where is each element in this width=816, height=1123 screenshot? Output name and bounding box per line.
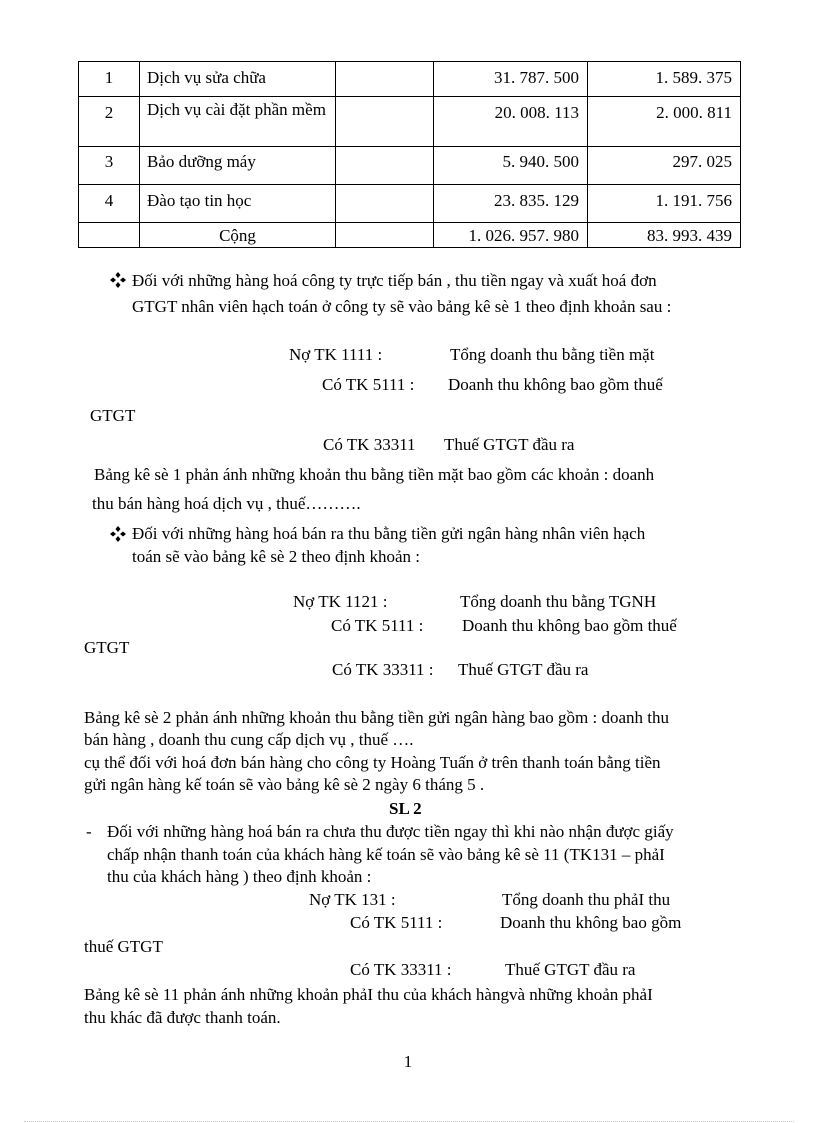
section2-bullet-line1: Đối với những hàng hoá bán ra thu bằng tiền gửi ngân hàng nhân viên hạch: [132, 524, 646, 543]
section2-summary-line1: Bảng kê sè 2 phản ánh những khoản thu bằng tiền gửi ngân hàng bao gồm : doanh thu: [84, 708, 669, 727]
section1-bullet-line2: GTGT nhân viên hạch toán ở công ty sẽ vào bảng kê sè 1 theo định khoản sau :: [132, 297, 672, 316]
section3-credit2-desc: Thuế GTGT đầu ra: [505, 960, 636, 979]
section1-summary-line2: thu bán hàng hoá dịch vụ , thuế……….: [92, 494, 361, 513]
diamond-bullet-icon: [110, 526, 126, 542]
section3-summary-line2: thu khác đã được thanh toán.: [84, 1008, 281, 1027]
page-number: 1: [403, 1052, 413, 1071]
table-row: [79, 97, 741, 147]
section1-credit1-account: Có TK 5111 :: [322, 375, 415, 394]
section3-credit1-wrap: thuế GTGT: [84, 937, 163, 956]
section2-credit2-desc: Thuế GTGT đầu ra: [458, 660, 589, 679]
section3-debit-account: Nợ TK 131 :: [309, 890, 396, 909]
revenue-value: 20. 008. 113: [434, 97, 588, 147]
section2-credit1-wrap: GTGT: [84, 638, 130, 657]
table-total-row: [79, 223, 741, 248]
blank-cell: [336, 147, 434, 185]
revenue-table: [78, 61, 741, 248]
blank-cell: [336, 62, 434, 97]
section1-credit2-account: Có TK 33311: [323, 435, 416, 454]
section2-debit-account: Nợ TK 1121 :: [293, 592, 388, 611]
section3-line3: thu của khách hàng ) theo định khoản :: [107, 867, 372, 886]
sl2-heading: SL 2: [389, 799, 422, 818]
row-number: 1: [79, 62, 140, 97]
row-number: 3: [79, 147, 140, 185]
section3-credit1-desc: Doanh thu không bao gồm: [500, 913, 682, 932]
diamond-bullet-icon: [110, 272, 126, 288]
section1-credit2-desc: Thuế GTGT đầu ra: [444, 435, 575, 454]
page-bottom-divider: [24, 1121, 794, 1122]
blank-cell: [336, 185, 434, 223]
tax-value: 297. 025: [588, 147, 741, 185]
section3-debit-desc: Tổng doanh thu phảI thu: [502, 890, 671, 909]
section1-bullet-line1: Đối với những hàng hoá công ty trực tiếp bán , thu tiền ngay và xuất hoá đơn: [132, 271, 657, 290]
total-blank-cell: [79, 223, 140, 248]
section2-credit2-account: Có TK 33311 :: [332, 660, 434, 679]
service-name: Bảo dưỡng máy: [140, 147, 336, 185]
section2-summary-line4: gửi ngân hàng kế toán sẽ vào bảng kê sè 2 ngày 6 tháng 5 .: [84, 775, 485, 794]
service-name: Đào tạo tin học: [140, 185, 336, 223]
section2-bullet-line2: toán sẽ vào bảng kê sè 2 theo định khoản :: [132, 547, 420, 566]
section1-debit-desc: Tổng doanh thu bằng tiền mặt: [450, 345, 655, 364]
tax-value: 2. 000. 811: [588, 97, 741, 147]
row-number: 4: [79, 185, 140, 223]
section3-line2: chấp nhận thanh toán của khách hàng kế toán sẽ vào bảng kê sè 11 (TK131 – phảI: [107, 845, 665, 864]
tax-value: 1. 589. 375: [588, 62, 741, 97]
section2-credit1-desc: Doanh thu không bao gồm thuế: [462, 616, 677, 635]
section3-credit1-account: Có TK 5111 :: [350, 913, 443, 932]
section3-dash: -: [86, 822, 92, 841]
section3-line1: Đối với những hàng hoá bán ra chưa thu được tiền ngay thì khi nào nhận được giấy: [107, 822, 674, 841]
section2-credit1-account: Có TK 5111 :: [331, 616, 424, 635]
table-row: [79, 185, 741, 223]
service-name: Dịch vụ cài đặt phần mềm: [140, 97, 336, 147]
total-tax: 83. 993. 439: [588, 223, 741, 248]
table-row: [79, 147, 741, 185]
section2-summary-line3: cụ thể đối với hoá đơn bán hàng cho công ty Hoàng Tuấn ở trên thanh toán bằng tiền: [84, 753, 661, 772]
revenue-value: 23. 835. 129: [434, 185, 588, 223]
section3-credit2-account: Có TK 33311 :: [350, 960, 452, 979]
section1-summary-line1: Bảng kê sè 1 phản ánh những khoản thu bằng tiền mặt bao gồm các khoản : doanh: [94, 465, 655, 484]
total-blank-cell: [336, 223, 434, 248]
total-label: Cộng: [140, 223, 336, 248]
total-revenue: 1. 026. 957. 980: [434, 223, 588, 248]
blank-cell: [336, 97, 434, 147]
revenue-value: 31. 787. 500: [434, 62, 588, 97]
table-row: [79, 62, 741, 97]
section2-debit-desc: Tổng doanh thu bằng TGNH: [460, 592, 657, 611]
section1-credit1-wrap: GTGT: [90, 406, 136, 425]
row-number: 2: [79, 97, 140, 147]
tax-value: 1. 191. 756: [588, 185, 741, 223]
section3-summary-line1: Bảng kê sè 11 phản ánh những khoản phảI thu của khách hàngvà những khoản phảI: [84, 985, 653, 1004]
section1-credit1-desc: Doanh thu không bao gồm thuế: [448, 375, 663, 394]
revenue-value: 5. 940. 500: [434, 147, 588, 185]
section1-debit-account: Nợ TK 1111 :: [289, 345, 383, 364]
service-name: Dịch vụ sửa chữa: [140, 62, 336, 97]
section2-summary-line2: bán hàng , doanh thu cung cấp dịch vụ , thuế ….: [84, 730, 414, 749]
